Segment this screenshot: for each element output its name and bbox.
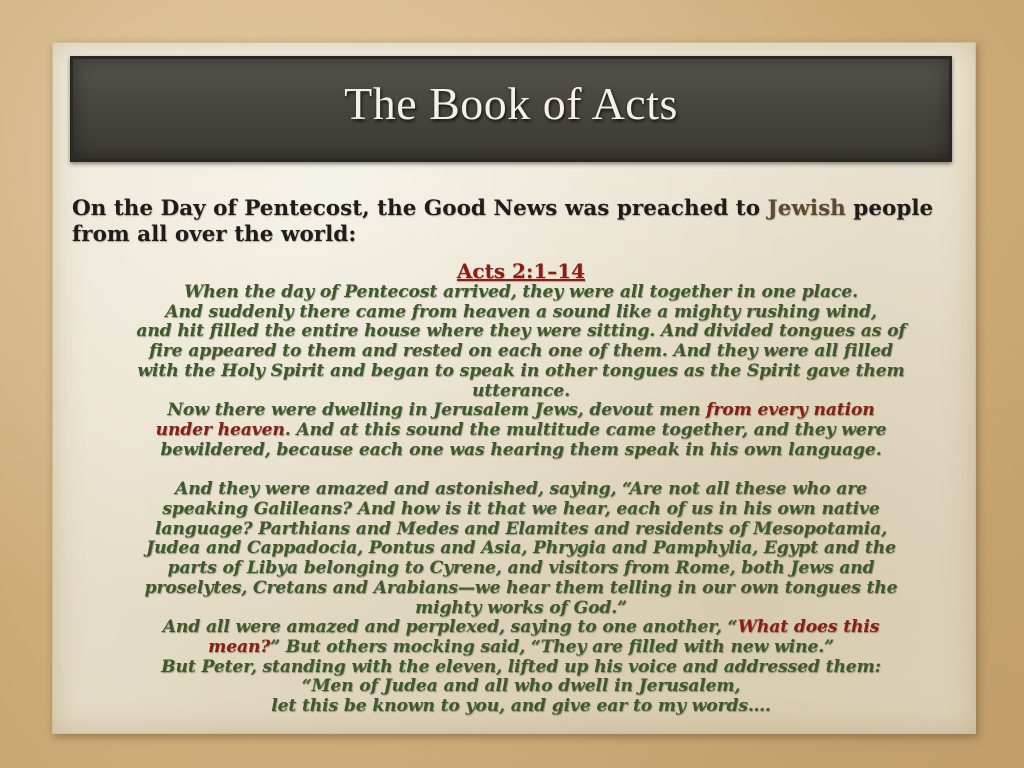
- verse-highlight: What does this: [737, 617, 880, 638]
- verse-text: And all were amazed and perplexed, saying to one another, “: [162, 617, 738, 638]
- verse-line: [62, 401, 980, 421]
- verse-text: ” But others mocking said, “They are filled with new wine.”: [270, 636, 834, 657]
- verse-line: Judea and Cappadocia, Pontus and Asia, Phrygia and Pamphylia, Egypt and the: [146, 538, 896, 559]
- verses-block: [62, 283, 980, 717]
- verse-line: speaking Galileans? And how is it that we hear, each of us in his own native: [162, 499, 880, 520]
- slide-title: The Book of Acts: [344, 78, 678, 129]
- verse-line: bewildered, because each one was hearing them speak in his own language.: [160, 439, 882, 460]
- verse-line: and hit filled the entire house where they were sitting. And divided tongues as of: [136, 321, 906, 342]
- verse-highlight: mean?: [208, 636, 271, 657]
- verse-line: proselytes, Cretans and Arabians—we hear them telling in our own tongues the: [144, 577, 898, 598]
- intro-text-before: On the Day of Pentecost, the Good News was preached to: [72, 196, 768, 221]
- verse-line: parts of Libya belonging to Cyrene, and visitors from Rome, both Jews and: [167, 558, 875, 579]
- verse-highlight: under heaven: [155, 419, 285, 440]
- verse-line: mighty works of God.”: [415, 597, 627, 618]
- verse-text: . And at this sound the multitude came together, and they were: [284, 419, 887, 440]
- verse-line: And they were amazed and astonished, saying, “Are not all these who are: [175, 479, 867, 500]
- verse-line: with the Holy Spirit and began to speak in other tongues as the Spirit gave them: [137, 360, 905, 381]
- verse-line: let this be known to you, and give ear to my words….: [271, 696, 771, 717]
- scripture-reference: Acts 2:1–14: [456, 259, 586, 283]
- verse-line: “Men of Judea and all who dwell in Jerusalem,: [301, 676, 741, 697]
- intro-text-after: people from all over the world:: [72, 196, 934, 247]
- scripture-passage: [62, 259, 980, 717]
- verse-line: And suddenly there came from heaven a sound like a mighty rushing wind,: [165, 301, 877, 322]
- intro-statement: [72, 196, 952, 248]
- verse-line: When the day of Pentecost arrived, they were all together in one place.: [184, 282, 858, 302]
- verse-line: [62, 618, 980, 638]
- title-banner: [70, 56, 952, 162]
- verse-text: Now there were dwelling in Jerusalem Jews, devout men: [167, 400, 707, 421]
- verse-line: [62, 638, 980, 658]
- paragraph-gap: [62, 460, 980, 480]
- verse-line: utterance.: [472, 380, 570, 401]
- verse-line: [62, 421, 980, 441]
- verse-line: fire appeared to them and rested on each one of them. And they were all filled: [149, 341, 893, 362]
- verse-highlight: from every nation: [706, 400, 875, 421]
- verse-line: But Peter, standing with the eleven, lifted up his voice and addressed them:: [161, 656, 881, 677]
- intro-highlight-jewish: Jewish: [767, 196, 846, 221]
- verse-line: language? Parthians and Medes and Elamites and residents of Mesopotamia,: [154, 518, 887, 539]
